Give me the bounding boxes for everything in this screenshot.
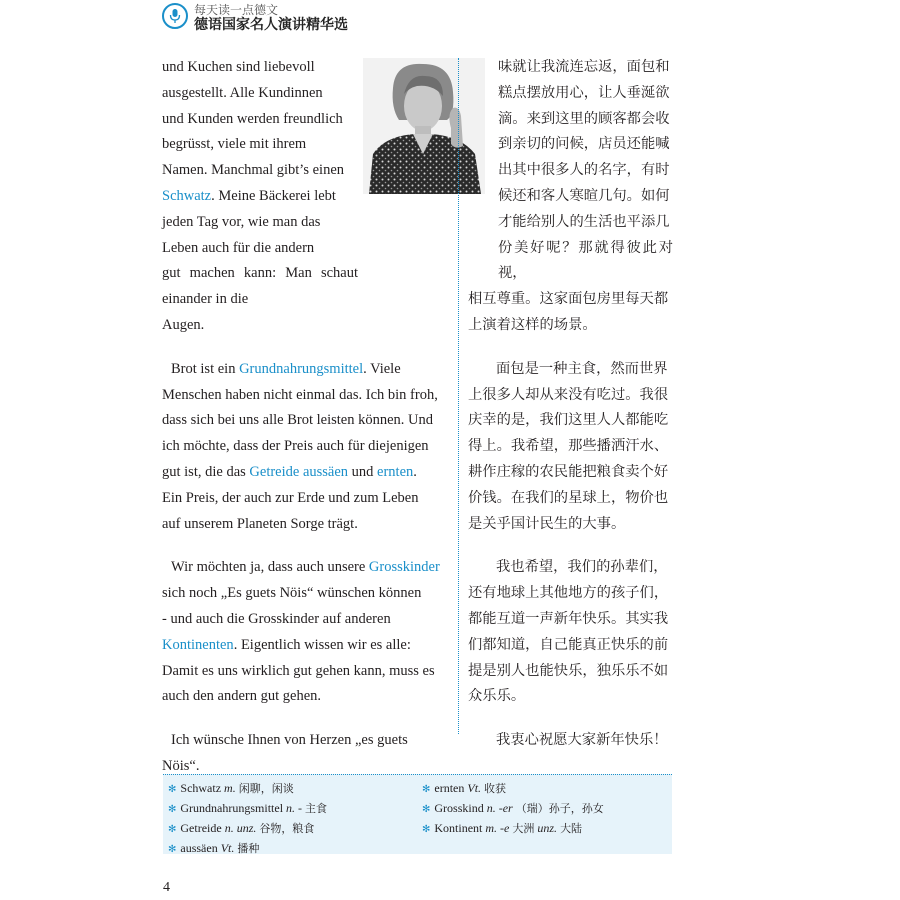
text-line: sich noch „Es guets Nöis“ wünschen können — [162, 585, 422, 602]
text-line: jeden Tag vor, wie man das — [162, 213, 321, 230]
chinese-paragraph-3 — [468, 555, 673, 710]
vocab-meaning: 大洲 — [512, 822, 535, 835]
text-fragment: und — [348, 463, 378, 480]
text-line: 还有地球上其他地方的孩子们， — [468, 585, 669, 602]
bullet-star-icon: ✻ — [422, 784, 431, 795]
book-series-subtitle: 每天读一点德文 — [194, 3, 279, 17]
vocab-meaning: 大陆 — [560, 822, 583, 835]
text-line: Ein Preis, der auch zur Erde und zum Leben — [162, 489, 419, 506]
text-fragment: . — [413, 463, 417, 480]
vocab-grammar: n. - — [286, 801, 303, 815]
bullet-star-icon: ✻ — [422, 824, 431, 835]
text-line: 到亲切的问候，店员还能喊 — [498, 136, 670, 153]
vocab-meaning: 谷物，粮食 — [259, 822, 315, 835]
text-line: Leben auch für die andern — [162, 239, 315, 256]
vocab-meaning: 闲聊，闲谈 — [238, 782, 294, 795]
vocab-entry — [419, 819, 604, 839]
vocab-column-left — [165, 779, 327, 859]
page-number: 4 — [163, 880, 170, 895]
vocab-keyword-getreide-aussaen: Getreide aussäen — [249, 463, 349, 480]
vocab-word: Kontinent — [434, 821, 483, 835]
text-fragment: gut ist, die das — [162, 463, 250, 480]
text-line: - und auch die Grosskinder auf anderen — [162, 610, 391, 627]
text-fragment: . Eigentlich wissen wir es alle: — [233, 636, 411, 653]
text-fragment: Wir möchten ja, dass auch unsere — [171, 559, 369, 576]
vocab-word: Grosskind — [434, 801, 484, 815]
text-line: auch den andern gut gehen. — [162, 688, 322, 705]
vocab-word: Getreide — [180, 821, 222, 835]
text-line: 才能给别人的生活也平添几 — [498, 213, 670, 230]
text-line: 我也希望，我们的孙辈们， — [496, 559, 668, 576]
text-line: 滴。来到这里的顾客都会收 — [498, 110, 670, 127]
vocab-column-right — [419, 779, 604, 839]
vocab-grammar: Vt. — [220, 841, 235, 855]
vocab-entry — [165, 819, 327, 839]
text-line: und Kunden werden freundlich — [162, 110, 343, 127]
text-line: 得上。我希望，那些播洒汗水、 — [468, 438, 669, 455]
chinese-text-column — [468, 55, 673, 754]
text-line: 味就让我流连忘返，面包和 — [498, 59, 670, 75]
text-line: 们都知道，自己能真正快乐的前 — [468, 636, 669, 653]
text-line: 上演着这样的场景。 — [468, 316, 597, 333]
vocab-entry — [165, 779, 327, 799]
text-line: Menschen haben nicht einmal das. Ich bin froh, — [162, 386, 438, 403]
text-line: 是关乎国计民生的大事。 — [468, 515, 626, 532]
vocab-grammar: n. -er — [486, 801, 513, 815]
vocab-grammar: m. — [224, 781, 236, 795]
chinese-paragraph-2 — [468, 357, 673, 538]
text-line: 相互尊重。这家面包房里每天都 — [468, 291, 669, 308]
microphone-logo-icon — [162, 3, 188, 29]
german-text-column — [162, 55, 448, 780]
vocab-meaning: 播种 — [237, 842, 260, 855]
vocab-meaning: （瑞）孙子，孙女 — [515, 802, 604, 815]
text-line: 耕作庄稼的农民能把粮食卖个好 — [468, 463, 669, 480]
vocab-word: ernten — [434, 781, 465, 795]
text-fragment: Brot ist ein — [171, 360, 240, 377]
text-line: 众乐乐。 — [468, 688, 526, 705]
vocab-grammar: m. -e — [485, 821, 510, 835]
vocab-keyword-grosskinder: Grosskinder — [368, 559, 440, 576]
text-line: 价钱。在我们的星球上，物价也 — [468, 489, 669, 506]
bullet-star-icon: ✻ — [168, 844, 177, 855]
text-line: Augen. — [162, 316, 205, 333]
chinese-paragraph-1 — [468, 55, 673, 339]
vocab-word: aussäen — [180, 841, 218, 855]
chinese-paragraph-4 — [468, 728, 673, 754]
text-line: Nöis“. — [162, 757, 200, 774]
column-divider — [458, 58, 459, 734]
vocab-grammar: n. unz. — [224, 821, 257, 835]
vocab-meaning: 主食 — [305, 802, 328, 815]
vocab-word: Grundnahrungsmittel — [180, 801, 284, 815]
text-line: 上很多人却从来没有吃过。我很 — [468, 386, 669, 403]
text-line: Ich wünsche Ihnen von Herzen „es guets — [171, 732, 408, 749]
bullet-star-icon: ✻ — [168, 824, 177, 835]
text-line: 都能互道一声新年快乐。其实我 — [468, 610, 669, 627]
vocab-grammar: unz. — [537, 821, 558, 835]
vocab-entry — [165, 839, 327, 859]
book-title: 德语国家名人演讲精华选 — [194, 17, 348, 33]
vocab-keyword-kontinenten: Kontinenten — [162, 636, 234, 653]
text-line: dass sich bei uns alle Brot leisten können. Und — [162, 412, 434, 429]
text-line: 糕点摆放用心，让人垂涎欲 — [498, 84, 670, 101]
vocab-grammar: Vt. — [467, 781, 482, 795]
bullet-star-icon: ✻ — [168, 804, 177, 815]
text-line: ausgestellt. Alle Kundinnen — [162, 84, 323, 101]
text-line: 提是别人也能快乐，独乐乐不如 — [468, 662, 669, 679]
text-fragment: . Meine Bäckerei lebt — [211, 187, 336, 204]
text-line: gut machen kann: Man schaut einander in die — [162, 265, 358, 308]
text-line: Namen. Manchmal gibt’s einen — [162, 162, 345, 179]
vocab-entry — [165, 799, 327, 819]
text-line: 我衷心祝愿大家新年快乐！ — [496, 732, 668, 749]
text-line: ich möchte, dass der Preis auch für diejenigen — [162, 438, 429, 455]
german-paragraph-2 — [162, 357, 448, 538]
german-paragraph-3 — [162, 555, 448, 710]
vocab-keyword-schwatz: Schwatz — [162, 187, 212, 204]
vocab-meaning: 收获 — [484, 782, 507, 795]
vocabulary-box — [163, 774, 672, 854]
text-line: 庆幸的是，我们这里人人都能吃 — [468, 412, 669, 429]
text-line: und Kuchen sind liebevoll — [162, 59, 315, 75]
text-line: 候还和客人寒暄几句。如何 — [498, 187, 670, 204]
text-line: begrüsst, viele mit ihrem — [162, 136, 307, 153]
text-line: 份美好呢？那就得彼此对视， — [498, 239, 673, 282]
text-line: 面包是一种主食，然而世界 — [496, 360, 668, 377]
text-line: auf unserem Planeten Sorge trägt. — [162, 515, 358, 532]
bullet-star-icon: ✻ — [168, 784, 177, 795]
text-line: 出其中很多人的名字，有时 — [498, 162, 670, 179]
german-paragraph-1 — [162, 55, 358, 339]
bullet-star-icon: ✻ — [422, 804, 431, 815]
vocab-entry — [419, 779, 604, 799]
text-line: Damit es uns wirklich gut gehen kann, muss es — [162, 662, 435, 679]
vocab-word: Schwatz — [180, 781, 222, 795]
text-fragment: . Viele — [363, 360, 401, 377]
vocab-entry — [419, 799, 604, 819]
vocab-keyword-ernten: ernten — [377, 463, 414, 480]
german-paragraph-4 — [162, 728, 448, 780]
vocab-keyword-grundnahrungsmittel: Grundnahrungsmittel — [239, 360, 364, 377]
